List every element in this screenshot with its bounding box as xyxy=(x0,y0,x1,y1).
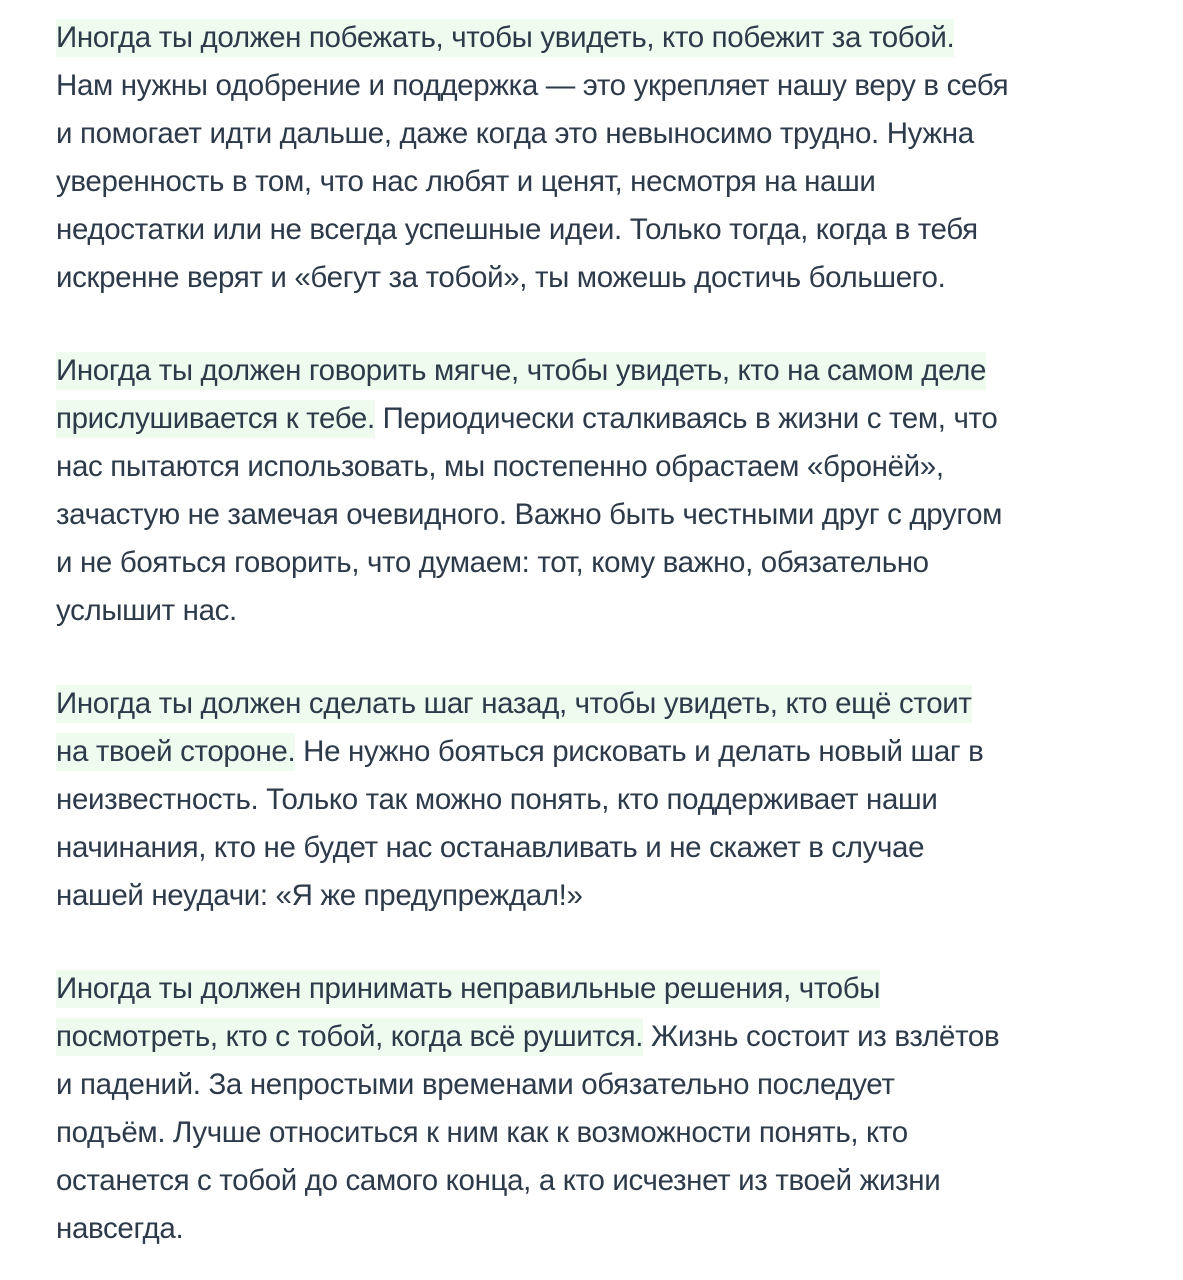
paragraph-line xyxy=(56,1013,1156,1061)
paragraph-line xyxy=(56,395,1156,443)
paragraph-2 xyxy=(56,347,1156,635)
paragraph-line xyxy=(56,62,1156,110)
paragraph-line xyxy=(56,110,1156,158)
paragraph-line xyxy=(56,539,1156,587)
highlighted-text: посмотреть, кто с тобой, когда всё рушится. xyxy=(56,1018,643,1056)
paragraph-line xyxy=(56,1061,1156,1109)
paragraph-line xyxy=(56,158,1156,206)
paragraph-line xyxy=(56,491,1156,539)
article-body xyxy=(56,14,1156,1253)
body-text: недостатки или не всегда успешные идеи. Только тогда, когда в тебя xyxy=(56,213,978,246)
body-text: неизвестность. Только так можно понять, кто поддерживает наши xyxy=(56,783,938,816)
body-text: и не бояться говорить, что думаем: тот, кому важно, обязательно xyxy=(56,546,929,579)
paragraph-spacer xyxy=(56,635,1156,680)
paragraph-line xyxy=(56,254,1156,302)
highlighted-text: на твоей стороне. xyxy=(56,733,295,771)
paragraph-line xyxy=(56,776,1156,824)
paragraph-spacer xyxy=(56,920,1156,965)
highlighted-text: прислушивается к тебе. xyxy=(56,400,375,438)
body-text: и падений. За непростыми временами обязательно последует xyxy=(56,1068,895,1101)
body-text: начинания, кто не будет нас останавливать и не скажет в случае xyxy=(56,831,925,864)
paragraph-line xyxy=(56,680,1156,728)
highlighted-text: Иногда ты должен говорить мягче, чтобы увидеть, кто на самом деле xyxy=(56,352,986,390)
paragraph-line xyxy=(56,1157,1156,1205)
body-text: Нам нужны одобрение и поддержка — это укрепляет нашу веру в себя xyxy=(56,69,1009,102)
paragraph-line xyxy=(56,872,1156,920)
body-text: искренне верят и «бегут за тобой», ты можешь достичь большего. xyxy=(56,261,946,294)
paragraph-line xyxy=(56,206,1156,254)
body-text: нашей неудачи: «Я же предупреждал!» xyxy=(56,879,583,912)
paragraph-line xyxy=(56,1205,1156,1253)
paragraph-line xyxy=(56,347,1156,395)
paragraph-line xyxy=(56,14,1156,62)
paragraph-line xyxy=(56,1109,1156,1157)
body-text: Периодически сталкиваясь в жизни с тем, что xyxy=(374,402,998,435)
body-text: уверенность в том, что нас любят и ценят, несмотря на наши xyxy=(56,165,876,198)
highlighted-text: Иногда ты должен побежать, чтобы увидеть, кто побежит за тобой. xyxy=(56,19,954,57)
paragraph-line xyxy=(56,965,1156,1013)
body-text: и помогает идти дальше, даже когда это невыносимо трудно. Нужна xyxy=(56,117,974,150)
body-text: услышит нас. xyxy=(56,594,237,627)
paragraph-3 xyxy=(56,680,1156,920)
paragraph-line xyxy=(56,728,1156,776)
paragraph-spacer xyxy=(56,302,1156,347)
body-text: зачастую не замечая очевидного. Важно быть честными друг с другом xyxy=(56,498,1003,531)
body-text: останется с тобой до самого конца, а кто исчезнет из твоей жизни xyxy=(56,1164,941,1197)
body-text: навсегда. xyxy=(56,1212,184,1245)
paragraph-line xyxy=(56,587,1156,635)
body-text: Жизнь состоит из взлётов xyxy=(643,1020,1000,1053)
body-text: нас пытаются использовать, мы постепенно обрастаем «бронёй», xyxy=(56,450,944,483)
body-text: подъём. Лучше относиться к ним как к возможности понять, кто xyxy=(56,1116,908,1149)
highlighted-text: Иногда ты должен сделать шаг назад, чтобы увидеть, кто ещё стоит xyxy=(56,685,972,723)
body-text: Не нужно бояться рисковать и делать новый шаг в xyxy=(295,735,984,768)
paragraph-4 xyxy=(56,965,1156,1253)
paragraph-line xyxy=(56,824,1156,872)
highlighted-text: Иногда ты должен принимать неправильные решения, чтобы xyxy=(56,970,880,1008)
paragraph-1 xyxy=(56,14,1156,302)
paragraph-line xyxy=(56,443,1156,491)
